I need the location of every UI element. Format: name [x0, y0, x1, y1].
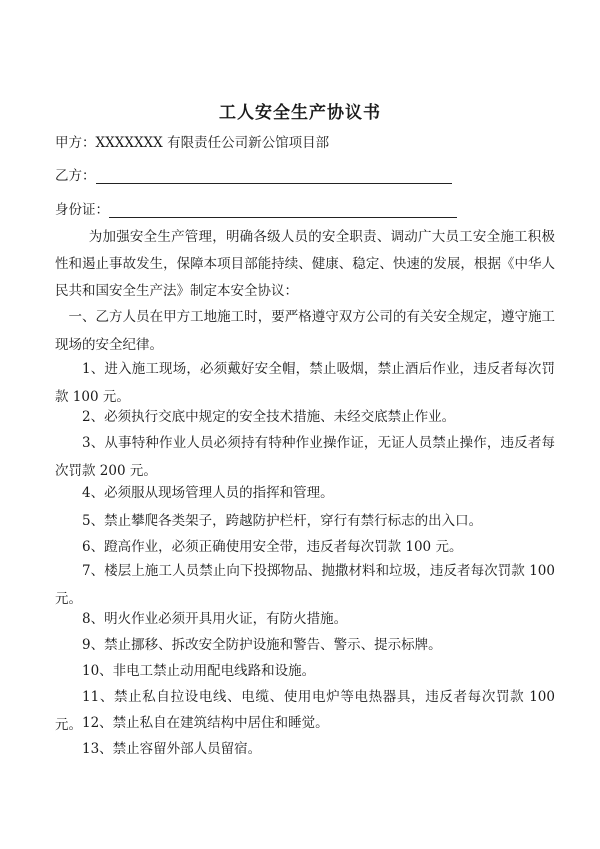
rule-item: 9、禁止挪移、拆改安全防护设施和警告、警示、提示标牌。: [82, 637, 442, 653]
rule-item: 5、禁止攀爬各类架子，跨越防护栏杆，穿行有禁行标志的出入口。: [82, 513, 483, 529]
rule-item: 11、禁止私自拉设电线、电缆、使用电炉等电热器具，违反者每次罚款 100 元。: [55, 689, 555, 733]
party-a-line: [55, 131, 329, 151]
rule-item: 4、必须服从现场管理人员的指挥和管理。: [82, 485, 334, 501]
rule-item: 8、明火作业必须开具用火证，有防火措施。: [82, 611, 348, 627]
rule-item: 3、从事特种作业人员必须持有特种作业操作证，无证人员禁止操作，违反者每次罚款 200 元。: [55, 435, 555, 479]
id-label: 身份证：: [55, 202, 109, 218]
party-b-line: [55, 164, 452, 184]
rule-item: 2、必须执行交底中规定的安全技术措施、未经交底禁止作业。: [82, 409, 456, 425]
party-a-value: XXXXXXX 有限责任公司新公馆项目部: [95, 135, 330, 151]
party-a-label: 甲方：: [55, 135, 96, 151]
party-b-blank: [96, 169, 452, 184]
document-title: 工人安全生产协议书: [219, 103, 381, 123]
rule-item: 1、进入施工现场，必须戴好安全帽，禁止吸烟，禁止酒后作业，违反者每次罚款 100 元。: [55, 361, 555, 405]
rule-item: 13、禁止容留外部人员留宿。: [82, 741, 262, 757]
rule-item: 6、蹬高作业，必须正确使用安全带，违反者每次罚款 100 元。: [82, 539, 463, 555]
id-blank: [109, 203, 457, 218]
intro-paragraph: 为加强安全生产管理，明确各级人员的安全职责、调动广大员工安全施工积极性和遏止事故发生，保障本项目部能持续、健康、稳定、快速的发展，根据《中华人民共和国安全生产法》制定本安全协议：: [55, 229, 555, 299]
rule-item: 10、非电工禁止动用配电线路和设施。: [82, 663, 316, 679]
party-b-label: 乙方：: [55, 168, 96, 184]
section-1: 一、乙方人员在甲方工地施工时，要严格遵守双方公司的有关安全规定，遵守施工现场的安全纪律。: [55, 309, 555, 353]
id-line: [55, 198, 457, 218]
rule-item: 12、禁止私自在建筑结构中居住和睡觉。: [82, 715, 329, 731]
rule-item: 7、楼层上施工人员禁止向下投掷物品、抛撒材料和垃圾，违反者每次罚款 100 元。: [55, 563, 555, 607]
